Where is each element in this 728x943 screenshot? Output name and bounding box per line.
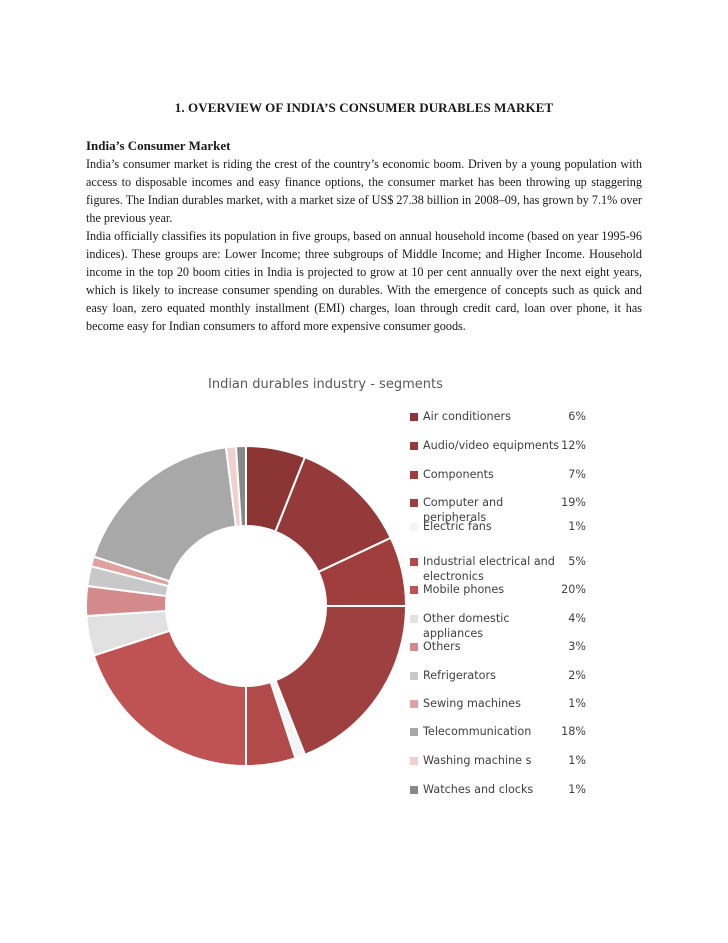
legend-swatch bbox=[410, 471, 418, 479]
donut-slice-telecommunication bbox=[94, 447, 236, 581]
donut-slice-mobile-phones bbox=[94, 631, 246, 766]
legend-label: Other domestic appliances bbox=[423, 612, 510, 640]
legend-label: Refrigerators bbox=[423, 669, 496, 682]
legend-label: Others bbox=[423, 640, 461, 653]
legend-label: Mobile phones bbox=[423, 583, 505, 596]
legend-value: 1% bbox=[568, 783, 586, 796]
legend-value: 5% bbox=[568, 555, 586, 568]
legend-swatch bbox=[410, 672, 418, 680]
legend-swatch bbox=[410, 728, 418, 736]
legend-value: 20% bbox=[561, 583, 586, 596]
page-title: 1. OVERVIEW OF INDIA’S CONSUMER DURABLES MARKET bbox=[174, 100, 554, 115]
legend-label: Washing machine s bbox=[423, 754, 532, 767]
legend-label: Air conditioners bbox=[423, 410, 511, 423]
legend-swatch bbox=[410, 757, 418, 765]
legend-value: 19% bbox=[561, 496, 586, 509]
legend-value: 1% bbox=[568, 754, 586, 767]
chart-title: Indian durables industry - segments bbox=[208, 377, 443, 392]
legend-value: 4% bbox=[568, 612, 586, 625]
donut-chart bbox=[80, 448, 420, 778]
legend-swatch bbox=[410, 442, 418, 450]
legend-swatch bbox=[410, 558, 418, 566]
legend-label: Components bbox=[423, 468, 494, 481]
legend-swatch bbox=[410, 413, 418, 421]
legend-label: Industrial electrical and electronics bbox=[423, 555, 555, 583]
legend-label: Electric fans bbox=[423, 520, 492, 533]
legend-swatch bbox=[410, 499, 418, 507]
section-heading: India’s Consumer Market bbox=[86, 138, 231, 153]
legend-value: 3% bbox=[568, 640, 586, 653]
legend-value: 18% bbox=[561, 725, 586, 738]
legend-swatch bbox=[410, 523, 418, 531]
legend-value: 7% bbox=[568, 468, 586, 481]
legend-label: Sewing machines bbox=[423, 697, 521, 710]
legend-value: 6% bbox=[568, 410, 586, 423]
legend-label: Telecommunication bbox=[423, 725, 532, 738]
legend-swatch bbox=[410, 586, 418, 594]
legend-value: 12% bbox=[561, 439, 586, 452]
legend-label: Watches and clocks bbox=[423, 783, 534, 796]
legend-swatch bbox=[410, 615, 418, 623]
paragraph-2: India officially classifies its population in five groups, based on annual household income (based on year 1995-96 indices). These groups are: Lower Income; three subgroups of Middle Income; and Higher Income. Household income in the top 20 boom cities in India is projected to grow at 10 per cent annually over the next eight years, which is likely to increase consumer spending on durables. With the emergence of concepts such as quick and easy loan, zero equated monthly installment (EMI) charges, loan through credit card, loan over phone, it has become easy for Indian consumers to afford more expensive consumer goods. bbox=[86, 229, 642, 333]
legend-value: 1% bbox=[568, 520, 586, 533]
legend-swatch bbox=[410, 700, 418, 708]
legend-label: Computer and peripherals bbox=[423, 496, 504, 524]
legend-swatch bbox=[410, 643, 418, 651]
legend-value: 1% bbox=[568, 697, 586, 710]
legend-value: 2% bbox=[568, 669, 586, 682]
paragraph-1: India’s consumer market is riding the crest of the country’s economic boom. Driven by a young population with access to disposable incomes and easy finance options, the consumer market has been throwing up staggering figures. The Indian durables market, with a market size of US$ 27.38 billion in 2008–09, has grown by 7.1% over the previous year. bbox=[86, 157, 642, 225]
legend-swatch bbox=[410, 786, 418, 794]
legend-label: Audio/video equipments bbox=[423, 439, 560, 452]
